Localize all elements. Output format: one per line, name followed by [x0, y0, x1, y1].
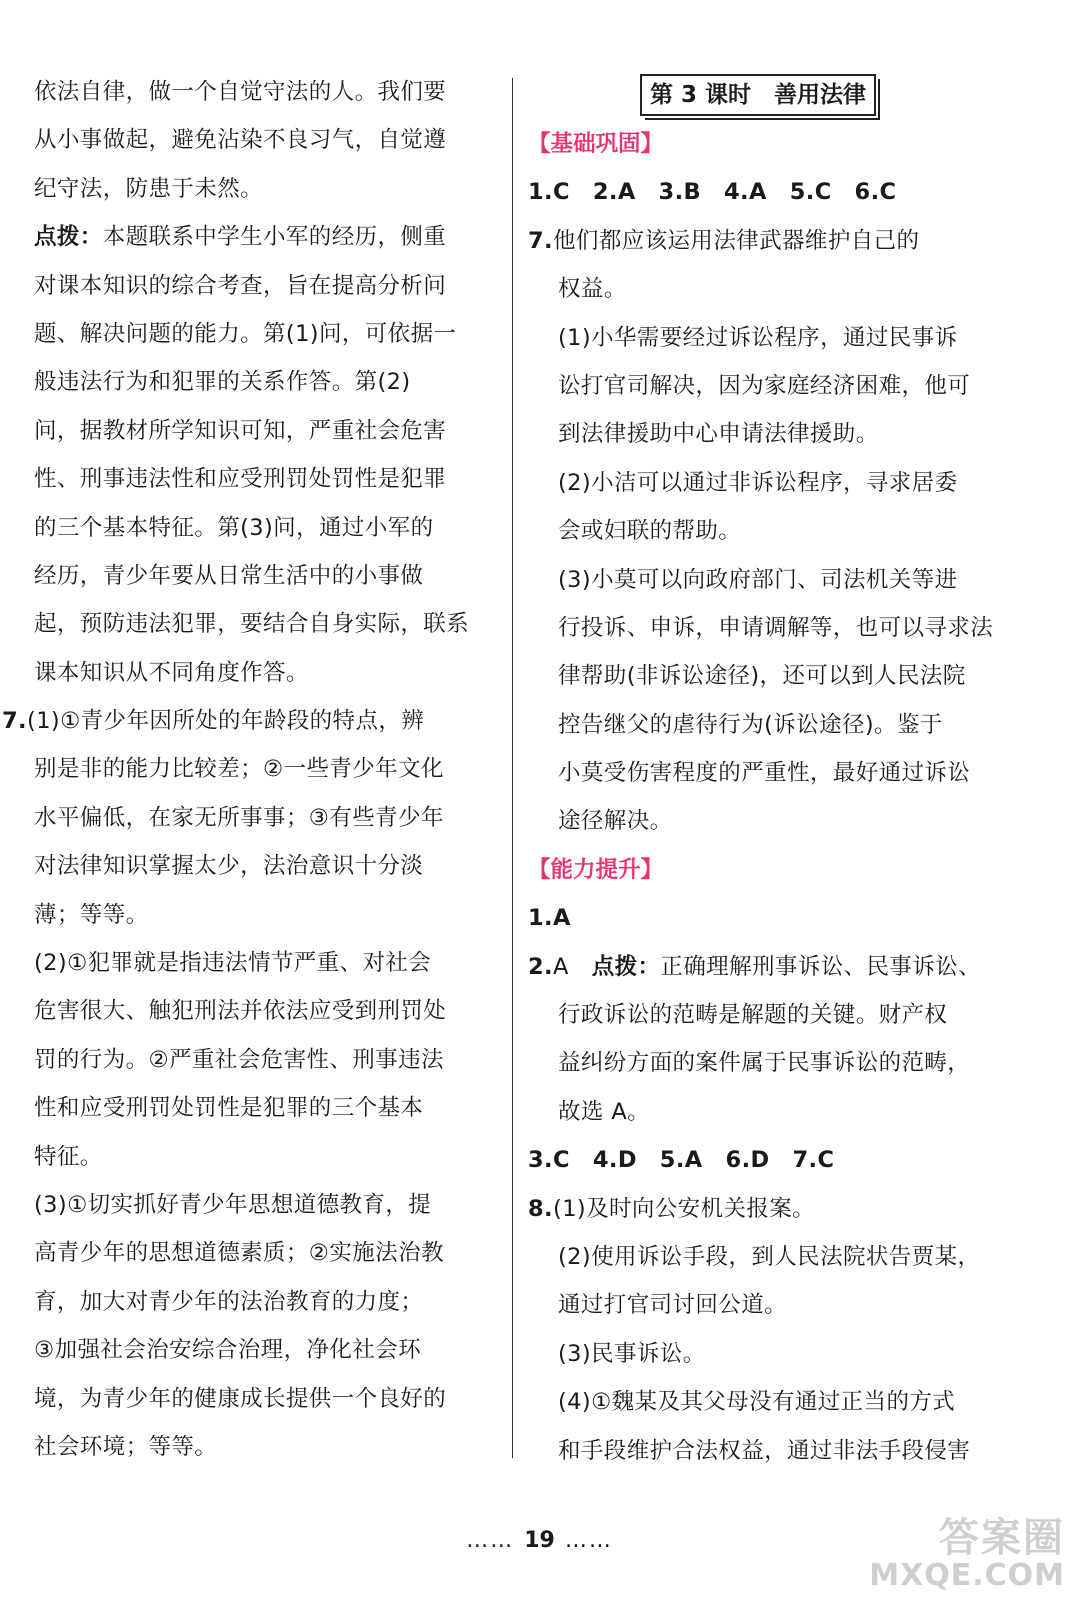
- text-line: 题、解决问题的能力。第(1)问，可依据一: [34, 320, 457, 347]
- text-line: 经历，青少年要从日常生活中的小事做: [34, 562, 424, 589]
- text-line: 和手段维护合法权益，通过非法手段侵害: [558, 1437, 971, 1464]
- text-line: (3)民事诉讼。: [558, 1340, 706, 1367]
- question-number: 7.: [2, 708, 28, 735]
- text-line: 会或妇联的帮助。: [558, 518, 742, 545]
- text-line: 起，预防违法犯罪，要结合自身实际，联系: [34, 611, 470, 638]
- answer-line: 1.C 2.A 3.B 4.A 5.C 6.C: [528, 179, 897, 206]
- question-7-line: [2, 697, 496, 745]
- text-line: 依法自律，做一个自觉守法的人。我们要: [34, 79, 447, 105]
- text-line: 讼打官司解决，因为家庭经济困难，他可: [558, 372, 971, 399]
- text-line: 高青少年的思想道德素质；②实施法治教: [34, 1240, 444, 1267]
- dianbo-label: 点拨：: [591, 953, 661, 980]
- text-line: (2)使用诉讼手段，到人民法院状告贾某，: [558, 1243, 981, 1270]
- right-column: [528, 68, 998, 1475]
- text-line: 正确理解刑事诉讼、民事诉讼、: [660, 953, 982, 980]
- watermark-title: 答案圈: [939, 1515, 1065, 1561]
- text-line: 行政诉讼的范畴是解题的关键。财产权: [558, 1002, 948, 1029]
- question-2-line: [528, 943, 998, 991]
- text-line: 纪守法，防患于未然。: [34, 175, 264, 202]
- text-line: 别是非的能力比较差；②一些青少年文化: [34, 756, 444, 783]
- text-line: 危害很大、触犯刑法并依法应受到刑罚处: [34, 998, 447, 1025]
- text-line: 行投诉、申诉，申请调解等，也可以寻求法: [558, 614, 994, 641]
- text-line: 对课本知识的综合考查，旨在提高分析问: [34, 272, 447, 299]
- text-line: 问，据教材所学知识可知，严重社会危害: [34, 417, 447, 444]
- section-heading-basic: 【基础巩固】: [528, 131, 664, 157]
- question-number: 2.: [528, 953, 554, 980]
- text-line: (3)小莫可以向政府部门、司法机关等进: [558, 566, 958, 593]
- text-line: 的三个基本特征。第(3)问，通过小军的: [34, 514, 434, 541]
- text-line: (1)小华需要经过诉讼程序，通过民事诉: [558, 324, 958, 351]
- text-line: 薄；等等。: [34, 901, 149, 928]
- footer-dots-right: ……: [564, 1528, 613, 1553]
- text-line: 从小事做起，避免沾染不良习气，自觉遵: [34, 127, 447, 154]
- dianbo-label: 点拨：: [34, 224, 103, 251]
- watermark-url: MXQE.COM: [869, 1558, 1065, 1593]
- text-line: (1)①青少年因所处的年龄段的特点，辨: [27, 708, 425, 735]
- text-line: 律帮助(非诉讼途径)，还可以到人民法院: [558, 663, 966, 690]
- text-line: (2)①犯罪就是指违法情节严重、对社会: [34, 950, 432, 977]
- text-line: 本题联系中学生小军的经历，侧重: [102, 224, 447, 251]
- question-8-line: [528, 1185, 998, 1233]
- text-line: 性、刑事违法性和应受刑罚处罚性是犯罪: [34, 466, 447, 493]
- column-divider: [512, 78, 513, 1458]
- dianbo-line: [34, 213, 496, 261]
- text-line: 境，为青少年的健康成长提供一个良好的: [34, 1385, 447, 1412]
- text-line: 水平偏低，在家无所事事；③有些青少年: [34, 804, 444, 831]
- left-column: [2, 68, 496, 1471]
- text-line: 他们都应该运用法律武器维护自己的: [553, 227, 920, 254]
- question-number: 7.: [528, 227, 554, 254]
- text-line: 对法律知识掌握太少，法治意识十分淡: [34, 853, 424, 880]
- question-7-line: [528, 217, 998, 265]
- text-line: 课本知识从不同角度作答。: [34, 659, 309, 686]
- watermark: [869, 1516, 1065, 1592]
- text-line: 罚的行为。②严重社会危害性、刑事违法: [34, 1046, 444, 1073]
- text-line: 权益。: [558, 276, 627, 303]
- question-number: 8.: [528, 1195, 554, 1222]
- text-line: 社会环境；等等。: [34, 1433, 218, 1460]
- text-line: 性和应受刑罚处罚性是犯罪的三个基本: [34, 1095, 424, 1122]
- footer-dots-left: ……: [466, 1528, 515, 1553]
- page-number: 19: [524, 1528, 555, 1553]
- text-line: (4)①魏某及其父母没有通过正当的方式: [558, 1389, 956, 1416]
- answer-line: 3.C 4.D 5.A 6.D 7.C: [528, 1147, 835, 1174]
- text-line: 小莫受伤害程度的严重性，最好通过诉讼: [558, 760, 971, 787]
- text-line: 育，加大对青少年的法治教育的力度；: [34, 1288, 424, 1315]
- lesson-title: 第 3 课时 善用法律: [640, 74, 876, 116]
- text-line: 控告继父的虐待行为(诉讼途径)。鉴于: [558, 711, 943, 738]
- text-line: 到法律援助中心申请法律援助。: [558, 421, 879, 448]
- answer-line: 1.A: [528, 905, 571, 932]
- answer-text: A: [553, 953, 592, 980]
- text-line: (3)①切实抓好青少年思想道德教育，提: [34, 1191, 432, 1218]
- text-line: 途径解决。: [558, 808, 673, 835]
- text-line: 特征。: [34, 1143, 103, 1170]
- text-line: 般违法行为和犯罪的关系作答。第(2): [34, 369, 411, 396]
- text-line: 益纠纷方面的案件属于民事诉讼的范畴，: [558, 1050, 971, 1077]
- text-line: 故选 A。: [558, 1098, 651, 1125]
- text-line: (1)及时向公安机关报案。: [553, 1195, 816, 1222]
- text-line: ③加强社会治安综合治理，净化社会环: [34, 1337, 421, 1364]
- text-line: (2)小洁可以通过非诉讼程序，寻求居委: [558, 469, 958, 496]
- section-heading-advanced: 【能力提升】: [528, 856, 664, 883]
- text-line: 通过打官司讨回公道。: [558, 1292, 788, 1319]
